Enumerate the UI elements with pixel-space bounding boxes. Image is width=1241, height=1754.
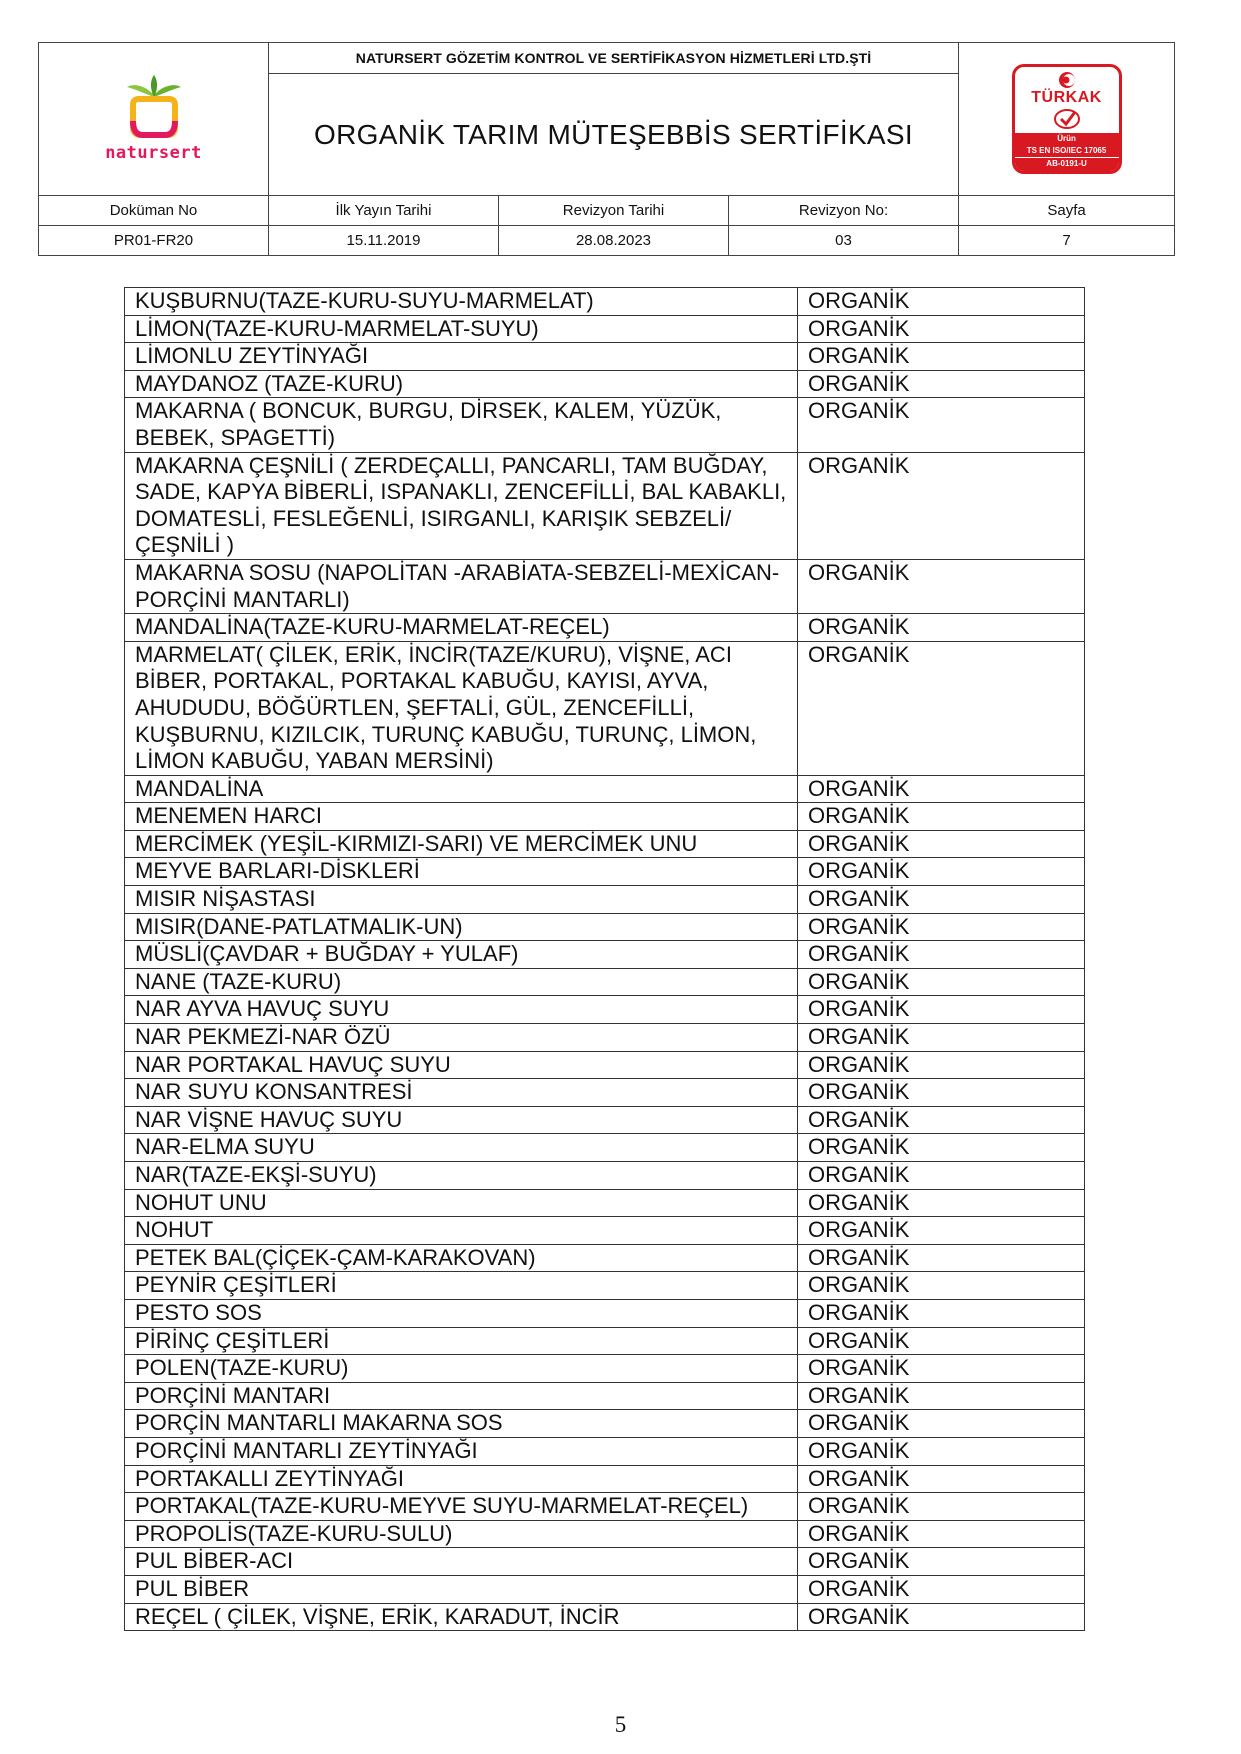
product-name: PESTO SOS — [125, 1299, 798, 1327]
product-name: NOHUT UNU — [125, 1189, 798, 1217]
natursert-logo — [39, 43, 269, 196]
product-status: ORGANİK — [798, 775, 1085, 803]
turkak-badge — [959, 43, 1175, 196]
table-row — [125, 398, 1085, 452]
product-status: ORGANİK — [798, 1189, 1085, 1217]
product-name: MERCİMEK (YEŞİL-KIRMIZI-SARI) VE MERCİMEK UNU — [125, 830, 798, 858]
product-status: ORGANİK — [798, 1162, 1085, 1190]
first-pub-value: 15.11.2019 — [269, 226, 499, 256]
product-name: LİMON(TAZE-KURU-MARMELAT-SUYU) — [125, 315, 798, 343]
product-status: ORGANİK — [798, 830, 1085, 858]
product-name: PEYNİR ÇEŞİTLERİ — [125, 1272, 798, 1300]
product-name: LİMONLU ZEYTİNYAĞI — [125, 343, 798, 371]
table-row — [125, 370, 1085, 398]
product-name: MENEMEN HARCI — [125, 803, 798, 831]
table-row — [125, 913, 1085, 941]
product-status: ORGANİK — [798, 1327, 1085, 1355]
product-name: PUL BİBER-ACI — [125, 1548, 798, 1576]
table-row — [125, 830, 1085, 858]
product-name: PORTAKAL(TAZE-KURU-MEYVE SUYU-MARMELAT-REÇEL) — [125, 1493, 798, 1521]
table-row — [125, 1355, 1085, 1383]
table-row — [125, 968, 1085, 996]
table-row — [125, 803, 1085, 831]
product-name: MEYVE BARLARI-DİSKLERİ — [125, 858, 798, 886]
product-status: ORGANİK — [798, 370, 1085, 398]
product-table — [124, 287, 1085, 1631]
product-name: NAR AYVA HAVUÇ SUYU — [125, 996, 798, 1024]
table-row — [125, 996, 1085, 1024]
product-status: ORGANİK — [798, 1603, 1085, 1631]
natursert-logo-icon — [119, 75, 189, 141]
product-status: ORGANİK — [798, 858, 1085, 886]
product-name: MARMELAT( ÇİLEK, ERİK, İNCİR(TAZE/KURU), VİŞNE, ACI BİBER, PORTAKAL, PORTAKAL KABUĞU, KAYISI, AYVA, AHUDUDU, BÖĞÜRTLEN, ŞEFTALİ, GÜL, ZENCEFİLLİ, KUŞBURNU, KIZILCIK, TURUNÇ KABUĞU, TURUNÇ, LİMON, LİMON KABUĞU, YABAN MERSİNİ) — [125, 641, 798, 775]
product-name: PORÇİN MANTARLI MAKARNA SOS — [125, 1410, 798, 1438]
accreditation-scope: Ürün — [1015, 133, 1119, 145]
product-name: PORÇİNİ MANTARI — [125, 1382, 798, 1410]
table-row — [125, 1024, 1085, 1052]
product-status: ORGANİK — [798, 614, 1085, 642]
revision-no-value: 03 — [729, 226, 959, 256]
product-status: ORGANİK — [798, 452, 1085, 559]
revision-date-label: Revizyon Tarihi — [499, 196, 729, 226]
product-status: ORGANİK — [798, 1548, 1085, 1576]
table-row — [125, 1327, 1085, 1355]
product-status: ORGANİK — [798, 1134, 1085, 1162]
table-row — [125, 858, 1085, 886]
page-label: Sayfa — [959, 196, 1175, 226]
table-row — [125, 1299, 1085, 1327]
product-status: ORGANİK — [798, 398, 1085, 452]
product-name: NAR SUYU KONSANTRESİ — [125, 1079, 798, 1107]
product-status: ORGANİK — [798, 1024, 1085, 1052]
logo-wordmark: natursert — [105, 143, 202, 163]
product-name: MAYDANOZ (TAZE-KURU) — [125, 370, 798, 398]
product-name: REÇEL ( ÇİLEK, VİŞNE, ERİK, KARADUT, İNCİR — [125, 1603, 798, 1631]
accreditation-standard: TS EN ISO/IEC 17065 — [1015, 145, 1119, 157]
product-status: ORGANİK — [798, 968, 1085, 996]
table-row — [125, 1382, 1085, 1410]
product-status: ORGANİK — [798, 913, 1085, 941]
product-name: KUŞBURNU(TAZE-KURU-SUYU-MARMELAT) — [125, 288, 798, 316]
product-status: ORGANİK — [798, 1217, 1085, 1245]
doc-no-value: PR01-FR20 — [39, 226, 269, 256]
table-row — [125, 343, 1085, 371]
product-status: ORGANİK — [798, 343, 1085, 371]
product-status: ORGANİK — [798, 559, 1085, 613]
product-name: POLEN(TAZE-KURU) — [125, 1355, 798, 1383]
product-name: PİRİNÇ ÇEŞİTLERİ — [125, 1327, 798, 1355]
product-status: ORGANİK — [798, 1299, 1085, 1327]
company-name: NATURSERT GÖZETİM KONTROL VE SERTİFİKASYON HİZMETLERİ LTD.ŞTİ — [269, 43, 959, 74]
product-status: ORGANİK — [798, 803, 1085, 831]
table-row — [125, 1162, 1085, 1190]
product-status: ORGANİK — [798, 1051, 1085, 1079]
table-row — [125, 1493, 1085, 1521]
product-status: ORGANİK — [798, 1410, 1085, 1438]
revision-date-value: 28.08.2023 — [499, 226, 729, 256]
table-row — [125, 1244, 1085, 1272]
turkak-wordmark: TÜRKAK — [1031, 89, 1102, 106]
product-status: ORGANİK — [798, 1272, 1085, 1300]
product-status: ORGANİK — [798, 1437, 1085, 1465]
product-status: ORGANİK — [798, 1493, 1085, 1521]
product-name: MISIR NİŞASTASI — [125, 886, 798, 914]
check-circle-icon — [1052, 107, 1082, 131]
product-name: MAKARNA ÇEŞNİLİ ( ZERDEÇALLI, PANCARLI, TAM BUĞDAY, SADE, KAPYA BİBERLİ, ISPANAKLI, ZENCEFİLLİ, BAL KABAKLI, DOMATESLİ, FESLEĞENLİ, ISIRGANLI, KARIŞIK SEBZELİ/ ÇEŞNİLİ ) — [125, 452, 798, 559]
product-status: ORGANİK — [798, 315, 1085, 343]
document-title: ORGANİK TARIM MÜTEŞEBBİS SERTİFİKASI — [269, 74, 959, 196]
table-row — [125, 641, 1085, 775]
product-name: PROPOLİS(TAZE-KURU-SULU) — [125, 1520, 798, 1548]
product-name: PORÇİNİ MANTARLI ZEYTİNYAĞI — [125, 1437, 798, 1465]
table-row — [125, 614, 1085, 642]
table-row — [125, 1079, 1085, 1107]
product-status: ORGANİK — [798, 1106, 1085, 1134]
accreditation-code: AB-0191-U — [1015, 157, 1119, 171]
product-name: MAKARNA SOSU (NAPOLİTAN -ARABİATA-SEBZELİ-MEXİCAN-PORÇİNİ MANTARLI) — [125, 559, 798, 613]
revision-no-label: Revizyon No: — [729, 196, 959, 226]
table-row — [125, 1051, 1085, 1079]
product-name: MISIR(DANE-PATLATMALIK-UN) — [125, 913, 798, 941]
product-name: NAR(TAZE-EKŞİ-SUYU) — [125, 1162, 798, 1190]
product-status: ORGANİK — [798, 886, 1085, 914]
doc-no-label: Doküman No — [39, 196, 269, 226]
product-name: NANE (TAZE-KURU) — [125, 968, 798, 996]
product-name: MÜSLİ(ÇAVDAR + BUĞDAY + YULAF) — [125, 941, 798, 969]
product-name: NAR PEKMEZİ-NAR ÖZÜ — [125, 1024, 798, 1052]
table-row — [125, 1410, 1085, 1438]
product-status: ORGANİK — [798, 941, 1085, 969]
table-row — [125, 775, 1085, 803]
table-row — [125, 1520, 1085, 1548]
product-table-body — [125, 288, 1085, 1631]
product-status: ORGANİK — [798, 1079, 1085, 1107]
table-row — [125, 288, 1085, 316]
table-row — [125, 1217, 1085, 1245]
product-name: NOHUT — [125, 1217, 798, 1245]
product-status: ORGANİK — [798, 1382, 1085, 1410]
table-row — [125, 1548, 1085, 1576]
first-pub-label: İlk Yayın Tarihi — [269, 196, 499, 226]
table-row — [125, 1575, 1085, 1603]
product-status: ORGANİK — [798, 996, 1085, 1024]
product-name: PORTAKALLI ZEYTİNYAĞI — [125, 1465, 798, 1493]
table-row — [125, 1272, 1085, 1300]
table-row — [125, 1465, 1085, 1493]
document-header — [38, 42, 1175, 256]
product-name: NAR PORTAKAL HAVUÇ SUYU — [125, 1051, 798, 1079]
product-name: NAR-ELMA SUYU — [125, 1134, 798, 1162]
table-row — [125, 559, 1085, 613]
table-row — [125, 452, 1085, 559]
page-number: 5 — [614, 1712, 627, 1737]
product-status: ORGANİK — [798, 641, 1085, 775]
product-name: NAR VİŞNE HAVUÇ SUYU — [125, 1106, 798, 1134]
table-row — [125, 1134, 1085, 1162]
table-row — [125, 941, 1085, 969]
product-name: MANDALİNA(TAZE-KURU-MARMELAT-REÇEL) — [125, 614, 798, 642]
table-row — [125, 1189, 1085, 1217]
product-status: ORGANİK — [798, 1244, 1085, 1272]
table-row — [125, 886, 1085, 914]
turkak-crescent-icon — [1055, 71, 1079, 89]
product-name: MANDALİNA — [125, 775, 798, 803]
product-status: ORGANİK — [798, 1520, 1085, 1548]
product-name: MAKARNA ( BONCUK, BURGU, DİRSEK, KALEM, YÜZÜK, BEBEK, SPAGETTİ) — [125, 398, 798, 452]
table-row — [125, 1437, 1085, 1465]
product-status: ORGANİK — [798, 1575, 1085, 1603]
product-status: ORGANİK — [798, 1355, 1085, 1383]
product-status: ORGANİK — [798, 288, 1085, 316]
product-name: PUL BİBER — [125, 1575, 798, 1603]
table-row — [125, 315, 1085, 343]
page-value: 7 — [959, 226, 1175, 256]
table-row — [125, 1106, 1085, 1134]
product-name: PETEK BAL(ÇİÇEK-ÇAM-KARAKOVAN) — [125, 1244, 798, 1272]
product-status: ORGANİK — [798, 1465, 1085, 1493]
table-row — [125, 1603, 1085, 1631]
